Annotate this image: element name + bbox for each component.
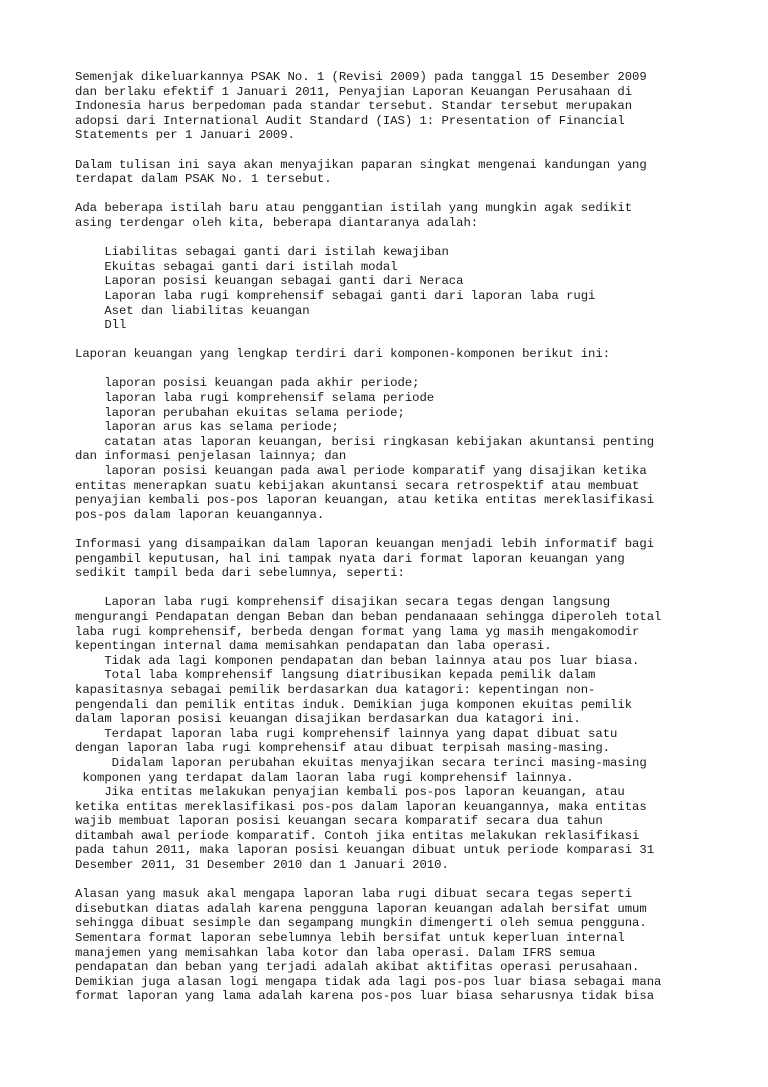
- paragraph: [75, 201, 755, 230]
- text-line: Total laba komprehensif langsung diatribusikan kepada pemilik dalam: [75, 668, 596, 683]
- text-line: pendapatan dan beban yang terjadi adalah akibat aktifitas operasi perusahaan.: [75, 960, 640, 975]
- paragraph-gap: [75, 333, 755, 348]
- text-line: dengan laporan laba rugi komprehensif atau dibuat terpisah masing-masing.: [75, 741, 611, 756]
- paragraph: [75, 595, 755, 872]
- text-line: catatan atas laporan keuangan, berisi ringkasan kebijakan akuntansi penting: [75, 434, 655, 449]
- paragraph: [75, 376, 755, 522]
- paragraph-gap: [75, 581, 755, 596]
- text-line: sehingga dibuat sesimple dan segampang mungkin dimengerti oleh semua pengguna.: [75, 916, 647, 931]
- text-line: disebutkan diatas adalah karena pengguna laporan keuangan adalah bersifat umum: [75, 901, 647, 916]
- text-line: Laporan posisi keuangan sebagai ganti dari Neraca: [75, 274, 464, 289]
- text-line: Semenjak dikeluarkannya PSAK No. 1 (Revisi 2009) pada tanggal 15 Desember 2009: [75, 70, 647, 84]
- paragraph: [75, 245, 755, 333]
- text-line: Jika entitas melakukan penyajian kembali pos-pos laporan keuangan, atau: [75, 785, 625, 800]
- text-line: Aset dan liabilitas keuangan: [75, 303, 310, 318]
- text-line: Indonesia harus berpedoman pada standar tersebut. Standar tersebut merupakan: [75, 99, 633, 114]
- text-line: dalam laporan posisi keuangan disajikan berdasarkan dua katagori ini.: [75, 712, 581, 727]
- text-line: Laporan keuangan yang lengkap terdiri dari komponen-komponen berikut ini:: [75, 347, 611, 362]
- paragraph-gap: [75, 362, 755, 377]
- text-line: laba rugi komprehensif, berbeda dengan format yang lama yg masih mengakomodir: [75, 624, 640, 639]
- text-line: kepentingan internal dama memisahkan pendapatan dan laba operasi.: [75, 639, 552, 654]
- text-line: Laporan laba rugi komprehensif disajikan secara tegas dengan langsung: [75, 595, 611, 610]
- text-line: Ekuitas sebagai ganti dari istilah modal: [75, 259, 398, 274]
- text-line: Laporan laba rugi komprehensif sebagai ganti dari laporan laba rugi: [75, 288, 596, 303]
- text-line: ditambah awal periode komparatif. Contoh jika entitas melakukan reklasifikasi: [75, 828, 640, 843]
- text-line: Didalam laporan perubahan ekuitas menyajikan secara terinci masing-masing: [75, 755, 647, 770]
- text-line: penyajian kembali pos-pos laporan keuangan, atau ketika entitas mereklasifikasi: [75, 493, 655, 508]
- text-line: laporan laba rugi komprehensif selama periode: [75, 391, 435, 406]
- text-line: asing terdengar oleh kita, beberapa diantaranya adalah:: [75, 215, 479, 230]
- paragraph-gap: [75, 143, 755, 158]
- text-line: pengambil keputusan, hal ini tampak nyata dari format laporan keuangan yang: [75, 551, 625, 566]
- text-line: Dalam tulisan ini saya akan menyajikan paparan singkat mengenai kandungan yang: [75, 157, 647, 172]
- paragraph-gap: [75, 522, 755, 537]
- text-line: Dll: [75, 318, 127, 333]
- text-line: Demikian juga alasan logi mengapa tidak ada lagi pos-pos luar biasa sebagai mana: [75, 974, 662, 989]
- text-line: format laporan yang lama adalah karena pos-pos luar biasa seharusnya tidak bisa: [75, 989, 655, 1004]
- text-line: pengendali dan pemilik entitas induk. Demikian juga komponen ekuitas pemilik: [75, 697, 633, 712]
- paragraph: [75, 537, 755, 581]
- text-line: pada tahun 2011, maka laporan posisi keuangan dibuat untuk periode komparasi 31: [75, 843, 655, 858]
- text-line: Terdapat laporan laba rugi komprehensif lainnya yang dapat dibuat satu: [75, 726, 618, 741]
- text-line: Desember 2011, 31 Desember 2010 dan 1 Januari 2010.: [75, 858, 449, 873]
- text-line: pos-pos dalam laporan keuangannya.: [75, 507, 325, 522]
- text-line: entitas menerapkan suatu kebijakan akuntansi secara retrospektif atau membuat: [75, 478, 640, 493]
- text-line: laporan arus kas selama periode;: [75, 420, 339, 435]
- text-line: laporan perubahan ekuitas selama periode;: [75, 405, 405, 420]
- text-line: ketika entitas mereklasifikasi pos-pos dalam laporan keuangannya, maka entitas: [75, 799, 647, 814]
- paragraph: [75, 158, 755, 187]
- text-line: manajemen yang memisahkan laba kotor dan laba operasi. Dalam IFRS semua: [75, 945, 596, 960]
- paragraph-gap: [75, 231, 755, 246]
- text-line: laporan posisi keuangan pada awal periode komparatif yang disajikan ketika: [75, 464, 647, 479]
- paragraph-gap: [75, 873, 755, 888]
- text-line: dan informasi penjelasan lainnya; dan: [75, 449, 347, 464]
- paragraph: [75, 887, 755, 1004]
- text-line: Liabilitas sebagai ganti dari istilah kewajiban: [75, 245, 449, 260]
- text-line: Statements per 1 Januari 2009.: [75, 128, 295, 143]
- text-line: Sementara format laporan sebelumnya lebih bersifat untuk keperluan internal: [75, 931, 625, 946]
- text-line: komponen yang terdapat dalam laoran laba rugi komprehensif lainnya.: [75, 770, 574, 785]
- text-line: dan berlaku efektif 1 Januari 2011, Penyajian Laporan Keuangan Perusahaan di: [75, 84, 633, 99]
- paragraph-gap: [75, 187, 755, 202]
- paragraph: [75, 347, 755, 362]
- text-line: terdapat dalam PSAK No. 1 tersebut.: [75, 172, 332, 187]
- paragraph: [75, 70, 755, 143]
- text-line: wajib membuat laporan posisi keuangan secara komparatif secara dua tahun: [75, 814, 603, 829]
- text-line: kapasitasnya sebagai pemilik berdasarkan dua katagori: kepentingan non-: [75, 682, 596, 697]
- document-body: [75, 70, 755, 1004]
- text-line: Ada beberapa istilah baru atau penggantian istilah yang mungkin agak sedikit: [75, 201, 633, 216]
- text-line: Informasi yang disampaikan dalam laporan keuangan menjadi lebih informatif bagi: [75, 537, 655, 551]
- text-line: Tidak ada lagi komponen pendapatan dan beban lainnya atau pos luar biasa.: [75, 653, 640, 668]
- text-line: adopsi dari International Audit Standard (IAS) 1: Presentation of Financial: [75, 113, 625, 128]
- text-line: laporan posisi keuangan pada akhir periode;: [75, 376, 420, 391]
- text-line: Alasan yang masuk akal mengapa laporan laba rugi dibuat secara tegas seperti: [75, 887, 633, 902]
- text-line: mengurangi Pendapatan dengan Beban dan beban pendanaaan sehingga diperoleh total: [75, 609, 662, 624]
- text-line: sedikit tampil beda dari sebelumnya, seperti:: [75, 566, 405, 581]
